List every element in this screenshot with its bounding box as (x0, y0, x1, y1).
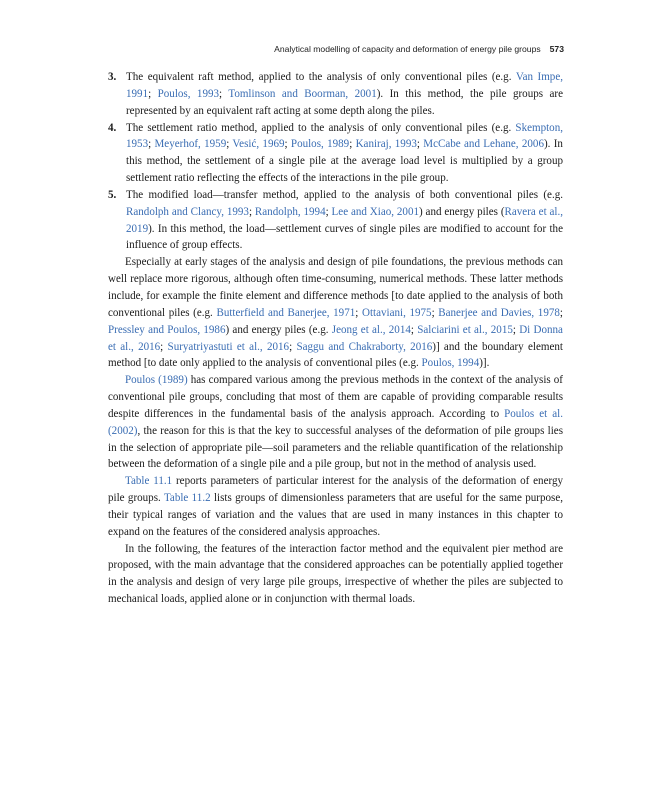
citation-link[interactable]: Jeong et al., 2014 (331, 323, 411, 336)
text: ; (219, 87, 229, 100)
citation-link[interactable]: Banerjee and Davies, 1978 (438, 306, 560, 319)
table-link[interactable]: Table 11.1 (125, 475, 173, 488)
list-number: 5. (108, 188, 117, 201)
citation-link[interactable]: Poulos (1989) (125, 374, 188, 387)
list-item (108, 187, 563, 254)
text: lists groups of dimensionless parameters that are useful for the same purpose, their typical ranges of variation and the values that are used in many instances in this chapter to expand on the features of the considered analysis approaches. (108, 492, 563, 538)
text: Especially at early stages of the analysis and design of pile foundations, the previous methods can well replace more rigorous, although often time-consuming, numerical methods. These latter methods include, for example the finite element and difference methods [to date applied to the analysis of both conventional piles (e.g. (108, 256, 563, 319)
table-link[interactable]: Table 11.2 (163, 492, 211, 505)
text: , the reason for this is that the key to successful analyses of the deformation of pile groups lies in the selection of appropriate pile—soil parameters and the reliable quantification of the relationship between the deformation of a single pile and a pile group, but not in the method of analysis used. (108, 424, 563, 471)
running-header (108, 44, 564, 54)
citation-link[interactable]: Pressley and Poulos, 1986 (108, 323, 226, 336)
text: ) and energy piles (e.g. (225, 323, 332, 336)
text: ). In this method, the settlement of a single pile at the average load level is multiplied by a group settlement ratio reflecting the effects of the interactions in the pile group. (126, 138, 563, 185)
text: ; (355, 306, 362, 319)
text: ; (160, 340, 168, 353)
text: ; (248, 205, 255, 218)
text: ; (226, 138, 233, 151)
citation-link[interactable]: Randolph and Clancy, 1993 (126, 205, 249, 218)
text: ; (431, 306, 439, 319)
text: The modified load—transfer method, applied to the analysis of both conventional piles (e.g. (126, 188, 563, 201)
citation-link[interactable]: McCabe and Lehane, 2006 (423, 138, 544, 151)
citation-link[interactable]: Van Impe, 1991 (126, 71, 563, 100)
citation-link[interactable]: Ottaviani, 1975 (361, 306, 432, 319)
citation-link[interactable]: Butterfield and Banerjee, 1971 (216, 306, 356, 319)
paragraph (108, 541, 563, 608)
citation-link[interactable]: Kaniraj, 1993 (355, 138, 417, 151)
text: ; (325, 205, 332, 218)
paragraph (108, 254, 563, 372)
paragraph (108, 372, 563, 473)
citation-link[interactable]: Randolph, 1994 (254, 205, 326, 218)
list-number: 3. (108, 71, 117, 83)
text: )]. (479, 357, 490, 370)
text: ; (512, 323, 520, 336)
citation-link[interactable]: Ravera et al., 2019 (126, 205, 564, 235)
citation-link[interactable]: Suryatriyastuti et al., 2016 (167, 340, 290, 353)
citation-link[interactable]: Skempton, 1953 (126, 121, 563, 151)
citation-link[interactable]: Meyerhof, 1959 (154, 138, 227, 151)
citation-link[interactable]: Vesić, 1969 (232, 138, 285, 151)
text: ; (410, 323, 418, 336)
list-number: 4. (108, 121, 117, 134)
text: ). In this method, the load—settlement curves of single piles are modified to account for the influence of group effects. (126, 222, 563, 252)
text: ; (148, 138, 155, 151)
body-text (108, 69, 563, 608)
citation-link[interactable]: Poulos, 1993 (157, 87, 220, 100)
paragraph (108, 473, 563, 540)
text: ; (289, 340, 297, 353)
text: ) and energy piles ( (419, 205, 505, 218)
text: ; (416, 138, 424, 151)
citation-link[interactable]: Lee and Xiao, 2001 (331, 205, 419, 218)
running-title: Analytical modelling of capacity and deformation of energy pile groups (274, 44, 541, 54)
citation-link[interactable]: Poulos et al. (2002) (108, 407, 563, 437)
text: In the following, the features of the interaction factor method and the equivalent pier method are proposed, with the main advantage that the considered approaches can be potentially applied together in the analysis and design of very large pile groups, irrespective of whether the piles are subjected to mechanical loads, applied alone or in conjunction with thermal loads. (108, 542, 563, 606)
text: The equivalent raft method, applied to the analysis of only conventional piles (e.g. (126, 71, 516, 83)
list-item (108, 69, 563, 120)
citation-link[interactable]: Di Donna et al., 2016 (108, 323, 563, 353)
citation-link[interactable]: Salciarini et al., 2015 (417, 323, 513, 336)
page-number: 573 (549, 44, 564, 54)
citation-link[interactable]: Tomlinson and Boorman, 2001 (228, 87, 377, 100)
text: ). In this method, the pile groups are represented by an equivalent raft acting at some depth along the piles. (126, 87, 563, 117)
text: reports parameters of particular interest for the analysis of the deformation of energy pile groups. (108, 475, 564, 505)
citation-link[interactable]: Poulos, 1989 (290, 138, 350, 151)
text: ; (349, 138, 356, 151)
text: ; (148, 87, 158, 100)
list-item (108, 120, 563, 187)
text: The settlement ratio method, applied to the analysis of only conventional piles (e.g. (126, 121, 516, 134)
text: has compared various among the previous methods in the context of the analysis of conventional pile groups, concluding that most of them are capable of providing comparable results despite differences in the fundamental basis of the analysis approach. According to (108, 374, 563, 420)
citation-link[interactable]: Poulos, 1994 (421, 357, 480, 370)
text: ; (284, 138, 291, 151)
text: ; (559, 306, 563, 319)
citation-link[interactable]: Saggu and Chakraborty, 2016 (296, 340, 433, 353)
text: )] and the boundary element method [to date only applied to the analysis of conventional piles (e.g. (108, 340, 563, 370)
